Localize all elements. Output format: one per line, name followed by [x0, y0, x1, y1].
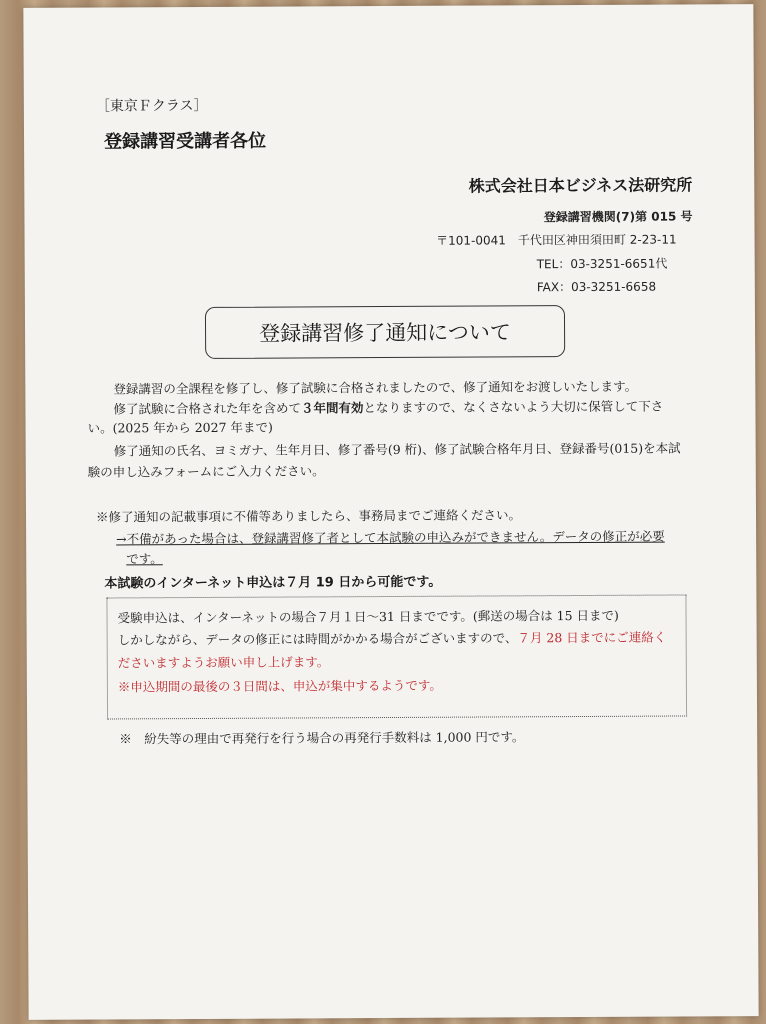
- tel-number: TEL：03-3251-6651代: [536, 256, 668, 272]
- application-period-line: 受験申込は、インターネットの場合７月１日～31 日までです。(郵送の場合は 15 日まで): [117, 607, 619, 626]
- validity-period: ３年間有効: [300, 400, 364, 416]
- note-defects-consequence: →不備があった場合は、登録講習修了者として本試験の申込みができません。データの修正が必要: [116, 528, 665, 547]
- request-line: ださいますようお願い申し上げます。: [117, 654, 330, 671]
- reissue-fee-note: ※ 紛失等の理由で再発行を行う場合の再発行手数料は 1,000 円です。: [119, 729, 525, 747]
- notice-title-text: 登録講習修了通知について: [259, 320, 511, 346]
- fax-number: FAX：03-3251-6658: [536, 279, 657, 295]
- body-paragraph-3-cont: 験の申し込みフォームにご入力ください。: [87, 463, 325, 480]
- body-paragraph-1: 登録講習の全課程を修了し、修了試験に合格されましたので、修了通知をお渡しいたします。: [113, 378, 638, 397]
- congestion-warning: ※申込期間の最後の３日間は、申込が集中するようです。: [117, 677, 442, 695]
- registration-number: 登録講習機関(7)第 015 号: [543, 209, 693, 225]
- company-name: 株式会社日本ビジネス法研究所: [468, 175, 693, 196]
- application-period-box: [106, 594, 687, 719]
- addressee: 登録講習受講者各位: [104, 130, 267, 153]
- body-paragraph-2-cont: い。(2025 年から 2027 年まで): [87, 419, 273, 436]
- address: 〒101-0041 千代田区神田須田町 2-23-11: [436, 232, 677, 248]
- body-paragraph-2: [113, 397, 663, 418]
- notice-title: [205, 305, 565, 359]
- p2-pre: 修了試験に合格された年を含めて: [113, 400, 302, 417]
- notice-paper: [23, 4, 758, 1020]
- note-defects-consequence-cont: です。: [126, 551, 163, 567]
- class-label: ［東京Ｆクラス］: [95, 97, 208, 115]
- internet-application-notice: 本試験のインターネット申込は７月 19 日から可能です。: [104, 574, 442, 592]
- p2-post: となりますので、なくさないよう大切に保管して下さ: [363, 398, 664, 416]
- correction-deadline-line: [118, 628, 667, 649]
- body-paragraph-3: 修了通知の氏名、ヨミガナ、生年月日、修了番号(9 桁)、修了試験合格年月日、登録番号(015)を本試: [113, 440, 681, 459]
- correction-deadline-pre: しかしながら、データの修正には時間がかかる場合がございますので、: [117, 630, 518, 648]
- note-defects: ※修了通知の記載事項に不備等ありましたら、事務局までご連絡ください。: [95, 507, 522, 525]
- correction-deadline-date: ７月 28 日までにご連絡く: [517, 629, 667, 646]
